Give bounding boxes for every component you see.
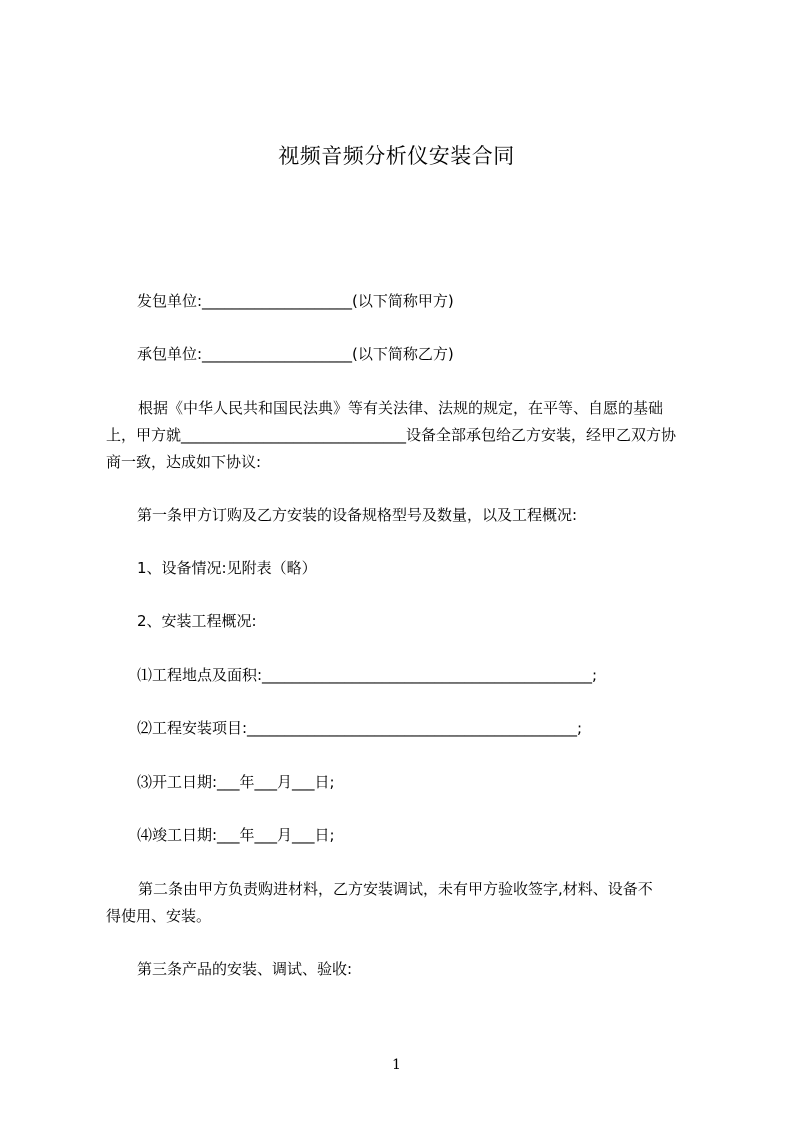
- completion-date-line: ⑷竣工日期:___年___月___日;: [137, 826, 335, 844]
- contractee-party-line: 承包单位:____________________(以下简称乙方): [137, 345, 454, 363]
- article-3-heading: 第三条产品的安装、调试、验收:: [137, 960, 353, 978]
- equipment-line: 1、设备情况:见附表（略）: [137, 559, 317, 577]
- preamble-line-3: 商一致，达成如下协议:: [106, 453, 262, 471]
- preamble-line-2: 上，甲方就______________________________设备全部承包给乙方安装，经甲乙双方协: [106, 426, 677, 444]
- site-area-line: ⑴工程地点及面积:____________________________________________;: [137, 666, 598, 684]
- contractor-party-line: 发包单位:____________________(以下简称甲方): [137, 292, 454, 310]
- page-number: 1: [392, 1057, 401, 1073]
- article-2-line-1: 第二条由甲方负责购进材料，乙方安装调试，未有甲方验收签字,材料、设备不: [138, 880, 653, 898]
- article-2-line-2: 得使用、安装。: [106, 907, 212, 925]
- install-items-line: ⑵工程安装项目:____________________________________________;: [137, 719, 583, 737]
- document-title: 视频音频分析仪安装合同: [278, 144, 515, 168]
- installation-overview-line: 2、安装工程概况:: [137, 612, 257, 630]
- start-date-line: ⑶开工日期:___年___月___日;: [137, 773, 335, 791]
- article-1-heading: 第一条甲方订购及乙方安装的设备规格型号及数量，以及工程概况:: [137, 506, 578, 524]
- preamble-line-1: 根据《中华人民共和国民法典》等有关法律、法规的规定，在平等、自愿的基础: [138, 399, 664, 417]
